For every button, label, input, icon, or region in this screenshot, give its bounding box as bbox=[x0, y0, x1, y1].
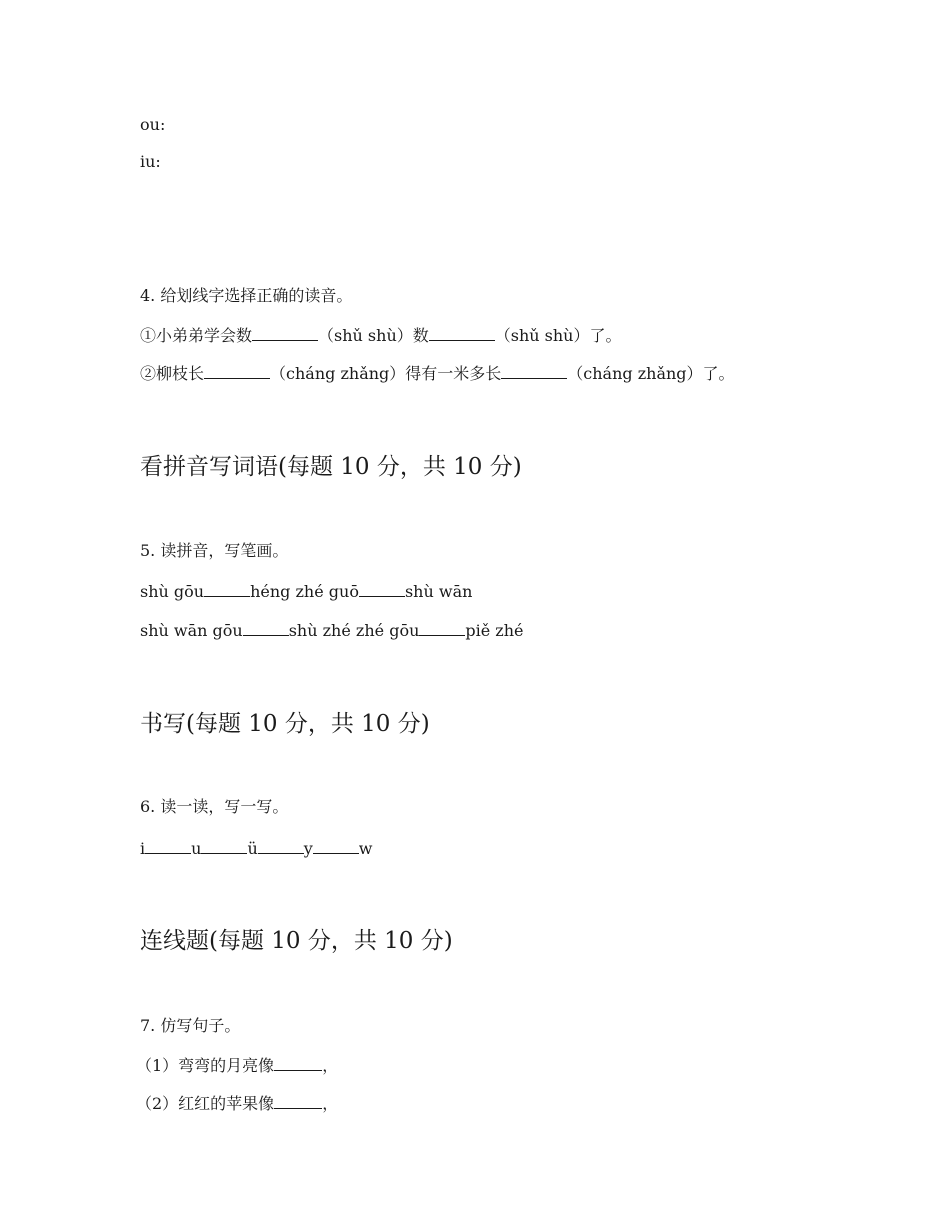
q5-item-2-c: piě zhé bbox=[465, 621, 524, 640]
q7-item-1-comma: ， bbox=[322, 1056, 339, 1075]
answer-blank[interactable] bbox=[313, 837, 359, 854]
iu-line: iu: bbox=[140, 152, 161, 171]
q4-item-1-text-c: （shǔ shù）了。 bbox=[494, 326, 622, 345]
answer-blank[interactable] bbox=[501, 362, 567, 379]
section-heading-writing: 书写(每题 10 分，共 10 分) bbox=[140, 711, 430, 737]
section-heading-matching: 连线题(每题 10 分，共 10 分) bbox=[140, 928, 453, 954]
q7-item-2-text: （2）红红的苹果像 bbox=[136, 1094, 275, 1113]
q5-item-1 bbox=[140, 580, 472, 602]
q5-item-2-b: shù zhé zhé gōu bbox=[288, 621, 420, 640]
q4-item-2 bbox=[140, 362, 735, 384]
answer-blank[interactable] bbox=[204, 362, 270, 379]
q4-item-2-text-b: （cháng zhǎng）得有一米多长 bbox=[270, 364, 502, 383]
answer-blank[interactable] bbox=[258, 837, 304, 854]
q5-item-1-c: shù wān bbox=[404, 582, 473, 601]
answer-blank[interactable] bbox=[252, 324, 318, 341]
ou-line: ou: bbox=[140, 115, 166, 134]
section-heading-pinyin: 看拼音写词语(每题 10 分，共 10 分) bbox=[140, 454, 522, 480]
answer-blank[interactable] bbox=[204, 580, 250, 597]
q6-title: 6. 读一读，写一写。 bbox=[140, 797, 289, 816]
q4-item-2-text-a: ②柳枝长 bbox=[140, 364, 205, 383]
q4-item-2-text-c: （cháng zhǎng）了。 bbox=[567, 364, 735, 383]
q7-item-2-comma: ， bbox=[322, 1094, 339, 1113]
answer-blank[interactable] bbox=[243, 619, 289, 636]
q5-item-2 bbox=[140, 619, 524, 641]
answer-blank[interactable] bbox=[145, 837, 191, 854]
q6-item bbox=[140, 837, 373, 859]
q4-item-1-text-a: ①小弟弟学会数 bbox=[140, 326, 253, 345]
answer-blank[interactable] bbox=[419, 619, 465, 636]
q4-item-1-text-b: （shǔ shù）数 bbox=[318, 326, 429, 345]
answer-blank[interactable] bbox=[429, 324, 495, 341]
answer-blank[interactable] bbox=[274, 1092, 322, 1109]
q5-item-1-b: héng zhé guō bbox=[250, 582, 359, 601]
letter-i: i bbox=[140, 839, 146, 858]
q7-item-1 bbox=[136, 1054, 338, 1076]
answer-blank[interactable] bbox=[201, 837, 247, 854]
q5-item-2-a: shù wān gōu bbox=[140, 621, 243, 640]
letter-u: u bbox=[191, 839, 202, 858]
letter-u-umlaut: ü bbox=[247, 839, 258, 858]
q5-item-1-a: shù gōu bbox=[140, 582, 205, 601]
letter-y: y bbox=[303, 839, 313, 858]
q7-item-1-text: （1）弯弯的月亮像 bbox=[136, 1056, 275, 1075]
letter-w: w bbox=[358, 839, 373, 858]
answer-blank[interactable] bbox=[274, 1054, 322, 1071]
q7-item-2 bbox=[136, 1092, 338, 1114]
q5-title: 5. 读拼音，写笔画。 bbox=[140, 541, 289, 560]
answer-blank[interactable] bbox=[359, 580, 405, 597]
q7-title: 7. 仿写句子。 bbox=[140, 1016, 241, 1035]
q4-title: 4. 给划线字选择正确的读音。 bbox=[140, 286, 353, 305]
q4-item-1 bbox=[140, 324, 621, 346]
